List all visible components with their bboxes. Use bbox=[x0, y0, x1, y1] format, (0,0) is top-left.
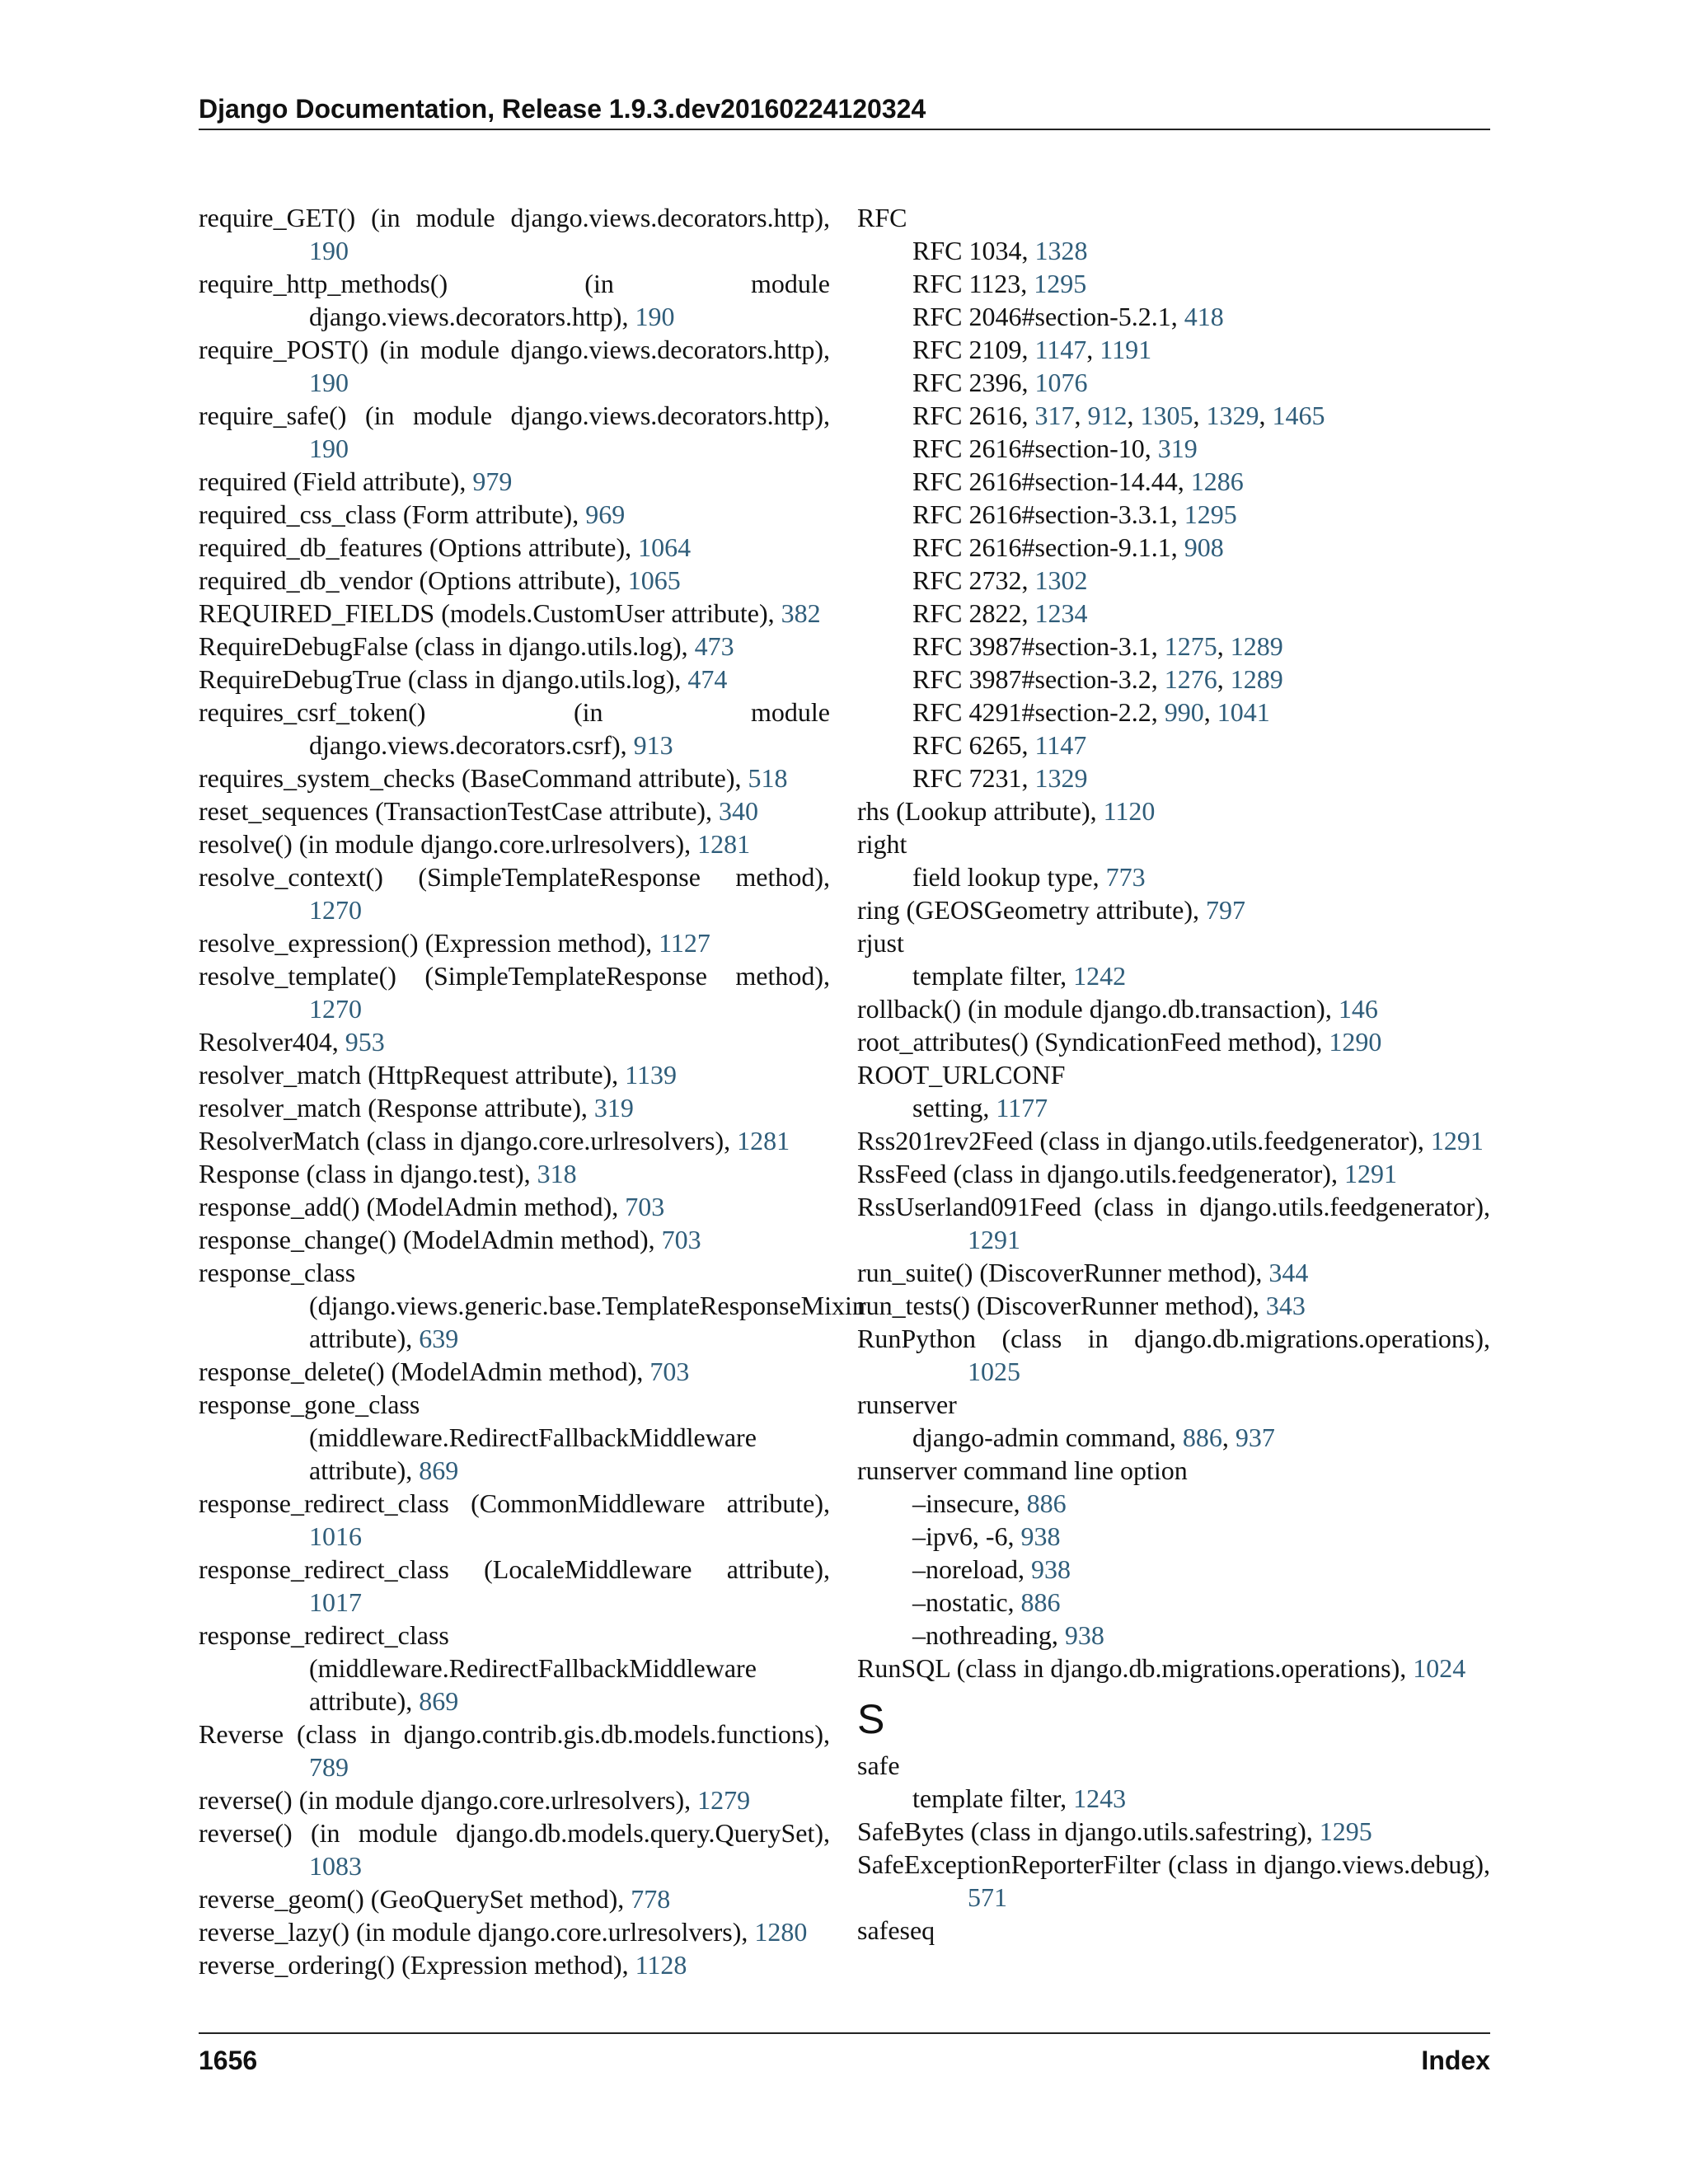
index-entry-text: resolve_context() (SimpleTemplateResponse method), bbox=[199, 862, 830, 892]
index-entry bbox=[199, 1223, 830, 1256]
index-entry-text: required_db_features (Options attribute), bbox=[199, 532, 639, 562]
page-link[interactable]: 319 bbox=[593, 1093, 634, 1122]
index-subentry bbox=[857, 564, 1490, 597]
page-link[interactable]: 703 bbox=[649, 1357, 690, 1386]
page-link[interactable]: 1329 bbox=[1206, 401, 1259, 430]
index-entry bbox=[199, 201, 830, 267]
index-entry-text: resolve_expression() (Expression method), bbox=[199, 928, 659, 958]
index-entry-text: Response (class in django.test), bbox=[199, 1159, 537, 1188]
page-link[interactable]: 1242 bbox=[1073, 961, 1127, 991]
index-entry-text: response_redirect_class (LocaleMiddleware attribute), bbox=[199, 1554, 830, 1584]
page-link[interactable]: 937 bbox=[1235, 1422, 1275, 1452]
page-link[interactable]: 1076 bbox=[1034, 368, 1088, 397]
index-entry bbox=[199, 1058, 830, 1091]
index-entry bbox=[199, 1718, 830, 1783]
page-link[interactable]: 1275 bbox=[1164, 631, 1217, 661]
index-entry-text: –insecure, bbox=[912, 1488, 1027, 1518]
index-entry bbox=[857, 1914, 1490, 1947]
index-entry bbox=[857, 794, 1490, 827]
index-entry-text: resolve_template() (SimpleTemplateResponse method), bbox=[199, 961, 830, 991]
page-link[interactable]: 1295 bbox=[1184, 499, 1237, 529]
page-link[interactable]: 869 bbox=[419, 1686, 459, 1716]
page-link[interactable]: 1065 bbox=[627, 565, 681, 595]
index-subentry bbox=[857, 465, 1490, 498]
index-entry-text: SafeExceptionReporterFilter (class in django.views.debug), bbox=[857, 1849, 1490, 1879]
index-entry-text: RFC 1034, bbox=[912, 236, 1035, 265]
header-rule bbox=[199, 129, 1490, 130]
index-entry bbox=[857, 1322, 1490, 1388]
index-entry bbox=[199, 1388, 830, 1487]
index-subentry: RFC 3987#section-3.1, 1275, 1289 bbox=[912, 631, 1283, 661]
page-link[interactable]: 869 bbox=[419, 1455, 459, 1485]
page-link[interactable]: 1025 bbox=[968, 1357, 1020, 1386]
index-entry bbox=[857, 893, 1490, 926]
index-entry bbox=[199, 630, 830, 663]
page-link[interactable]: 938 bbox=[1030, 1554, 1071, 1584]
page-link[interactable]: 979 bbox=[472, 466, 513, 496]
page-link[interactable]: 886 bbox=[1020, 1587, 1061, 1617]
index-entry-text: require_safe() (in module django.views.decorators.http), bbox=[199, 401, 830, 430]
page-link[interactable]: 703 bbox=[661, 1225, 701, 1254]
page-link[interactable]: 1276 bbox=[1164, 664, 1217, 694]
index-entry bbox=[857, 1454, 1490, 1487]
index-entry-text: rollback() (in module django.db.transaction), bbox=[857, 994, 1339, 1024]
page-link[interactable]: 938 bbox=[1064, 1620, 1104, 1650]
page-link[interactable]: 1243 bbox=[1073, 1783, 1127, 1813]
page-link[interactable]: 1290 bbox=[1329, 1027, 1382, 1057]
index-entry-text: safeseq bbox=[857, 1915, 935, 1945]
index-entry-text: require_http_methods() (in module django.views.decorators.http), bbox=[199, 269, 830, 331]
index-entry-text: root_attributes() (SyndicationFeed method), bbox=[857, 1027, 1329, 1057]
index-entry-text: RFC 2109, bbox=[912, 335, 1035, 364]
page-link[interactable]: 1279 bbox=[697, 1785, 751, 1815]
index-entry bbox=[199, 762, 830, 794]
index-entry-text: requires_system_checks (BaseCommand attribute), bbox=[199, 763, 748, 793]
page-link[interactable]: 938 bbox=[1020, 1521, 1061, 1551]
index-subentry bbox=[857, 531, 1490, 564]
index-entry-text: RunPython (class in django.db.migrations.operations), bbox=[857, 1324, 1490, 1353]
page-link[interactable]: 340 bbox=[719, 796, 759, 826]
index-entry-text: run_suite() (DiscoverRunner method), bbox=[857, 1258, 1269, 1287]
index-entry bbox=[857, 1025, 1490, 1058]
index-entry-text: RFC 2616#section-10, bbox=[912, 434, 1158, 463]
index-subentry bbox=[857, 267, 1490, 300]
index-subentry bbox=[857, 432, 1490, 465]
page-link[interactable]: 1281 bbox=[697, 829, 751, 859]
index-entry-text: RFC 4291#section-2.2, bbox=[912, 697, 1165, 727]
index-subentry bbox=[857, 729, 1490, 762]
index-entry bbox=[199, 794, 830, 827]
page-link[interactable]: 1083 bbox=[309, 1851, 362, 1881]
index-entry-text: –noreload, bbox=[912, 1554, 1031, 1584]
index-entry-text: rhs (Lookup attribute), bbox=[857, 796, 1104, 826]
index-entry-text: resolver_match (HttpRequest attribute), bbox=[199, 1060, 626, 1090]
index-entry-text: field lookup type, bbox=[912, 862, 1106, 892]
index-subentry bbox=[857, 1520, 1490, 1553]
page-link[interactable]: 1286 bbox=[1190, 466, 1244, 496]
index-entry-text: reverse_ordering() (Expression method), bbox=[199, 1950, 635, 1980]
index-entry bbox=[199, 498, 830, 531]
index-entry bbox=[199, 531, 830, 564]
index-entry bbox=[199, 333, 830, 399]
index-entry bbox=[199, 959, 830, 1025]
page-link[interactable]: 518 bbox=[748, 763, 788, 793]
page-link[interactable]: 1127 bbox=[659, 928, 710, 958]
index-entry-text: response_change() (ModelAdmin method), bbox=[199, 1225, 662, 1254]
index-subentry bbox=[857, 1091, 1490, 1124]
index-entry-text: response_add() (ModelAdmin method), bbox=[199, 1192, 626, 1221]
page-link[interactable]: 1270 bbox=[309, 994, 362, 1024]
index-entry-text: resolve() (in module django.core.urlresolvers), bbox=[199, 829, 698, 859]
index-entry-text: SafeBytes (class in django.utils.safestring), bbox=[857, 1816, 1320, 1846]
index-entry-text: requires_csrf_token() (in module django.views.decorators.csrf), bbox=[199, 697, 830, 760]
index-entry bbox=[199, 1882, 830, 1915]
page-link[interactable]: 1295 bbox=[1034, 269, 1087, 298]
index-entry-text: template filter, bbox=[912, 961, 1074, 991]
index-entry-text: –ipv6, -6, bbox=[912, 1521, 1021, 1551]
index-entry bbox=[857, 1256, 1490, 1289]
index-entry-text: ResolverMatch (class in django.core.urlresolvers), bbox=[199, 1126, 738, 1155]
index-entry-text: RFC 2616#section-3.3.1, bbox=[912, 499, 1184, 529]
index-entry-text: reset_sequences (TransactionTestCase attribute), bbox=[199, 796, 720, 826]
index-entry bbox=[199, 1553, 830, 1619]
index-entry bbox=[857, 1848, 1490, 1914]
index-entry-text: Resolver404, bbox=[199, 1027, 345, 1057]
index-entry bbox=[199, 1157, 830, 1190]
index-subentry bbox=[857, 234, 1490, 267]
index-entry-text: RFC bbox=[857, 203, 907, 232]
index-entry bbox=[199, 1091, 830, 1124]
page-link[interactable]: 190 bbox=[309, 368, 349, 397]
page-link[interactable]: 1305 bbox=[1140, 401, 1193, 430]
page-link[interactable]: 969 bbox=[585, 499, 626, 529]
index-entry-text: RssUserland091Feed (class in django.utils.feedgenerator), bbox=[857, 1192, 1490, 1221]
page-link[interactable]: 1328 bbox=[1034, 236, 1088, 265]
index-subentry bbox=[857, 597, 1490, 630]
index-subentry: django-admin command, 886, 937 bbox=[912, 1422, 1275, 1452]
index-entry bbox=[199, 597, 830, 630]
index-subentry bbox=[857, 762, 1490, 794]
index-entry-text: RssFeed (class in django.utils.feedgenerator), bbox=[857, 1159, 1344, 1188]
page-link[interactable]: 789 bbox=[309, 1752, 349, 1782]
index-entry bbox=[199, 267, 830, 333]
page-link[interactable]: 1289 bbox=[1230, 631, 1283, 661]
index-entry-text: RFC 2396, bbox=[912, 368, 1035, 397]
page-link[interactable]: 1465 bbox=[1272, 401, 1325, 430]
index-entry bbox=[857, 1190, 1490, 1256]
index-entry-text: RFC 2822, bbox=[912, 598, 1035, 628]
page-number: 1656 bbox=[199, 2046, 258, 2075]
index-entry-text: required_db_vendor (Options attribute), bbox=[199, 565, 628, 595]
index-entry-text: required_css_class (Form attribute), bbox=[199, 499, 586, 529]
page-link[interactable]: 1280 bbox=[754, 1917, 808, 1947]
index-entry-text: RFC 2046#section-5.2.1, bbox=[912, 302, 1184, 331]
page-link[interactable]: 1291 bbox=[968, 1225, 1020, 1254]
page-link[interactable]: 778 bbox=[631, 1884, 671, 1914]
page-link[interactable]: 886 bbox=[1182, 1422, 1222, 1452]
index-entry-text: reverse_geom() (GeoQuerySet method), bbox=[199, 1884, 631, 1914]
page-link[interactable]: 190 bbox=[309, 236, 349, 265]
page-link[interactable]: 913 bbox=[633, 730, 673, 760]
footer-rule bbox=[199, 2032, 1490, 2034]
index-entry-text: RFC 3987#section-3.1, bbox=[912, 631, 1165, 661]
index-entry-text: RFC 3987#section-3.2, bbox=[912, 664, 1165, 694]
index-entry-text: RFC 2616#section-14.44, bbox=[912, 466, 1191, 496]
index-entry-text: RunSQL (class in django.db.migrations.operations), bbox=[857, 1653, 1414, 1683]
page-header: Django Documentation, Release 1.9.3.dev20160224120324 bbox=[199, 94, 926, 124]
index-entry bbox=[857, 827, 1490, 860]
page-link[interactable]: 1329 bbox=[1034, 763, 1088, 793]
page-link[interactable]: 1281 bbox=[737, 1126, 790, 1155]
index-entry bbox=[199, 1948, 830, 1981]
page-link[interactable]: 1024 bbox=[1413, 1653, 1466, 1683]
page-link[interactable]: 1291 bbox=[1343, 1159, 1397, 1188]
index-entry bbox=[857, 1388, 1490, 1421]
page-link[interactable]: 1177 bbox=[996, 1093, 1048, 1122]
page-link[interactable]: 418 bbox=[1184, 302, 1224, 331]
index-entry bbox=[199, 564, 830, 597]
index-entry-text: response_gone_class (middleware.RedirectFallbackMiddleware attribute), bbox=[199, 1390, 757, 1485]
page-link[interactable]: 773 bbox=[1105, 862, 1146, 892]
page-link[interactable]: 912 bbox=[1087, 401, 1128, 430]
page-link[interactable]: 1289 bbox=[1230, 664, 1283, 694]
index-entry-text: RFC 7231, bbox=[912, 763, 1035, 793]
page-link[interactable]: 1041 bbox=[1217, 697, 1270, 727]
index-entry-text: RequireDebugTrue (class in django.utils.log), bbox=[199, 664, 688, 694]
index-subentry bbox=[857, 1782, 1490, 1815]
index-entry-text: REQUIRED_FIELDS (models.CustomUser attribute), bbox=[199, 598, 781, 628]
page-link[interactable]: 703 bbox=[625, 1192, 665, 1221]
index-subentry: RFC 2109, 1147, 1191 bbox=[912, 335, 1152, 364]
page-link[interactable]: 908 bbox=[1184, 532, 1224, 562]
index-entry-text: right bbox=[857, 829, 907, 859]
index-entry-text: template filter, bbox=[912, 1783, 1074, 1813]
index-subentry bbox=[857, 1586, 1490, 1619]
page-link[interactable]: 1139 bbox=[625, 1060, 677, 1090]
page-link[interactable]: 317 bbox=[1034, 401, 1075, 430]
index-entry-text: resolver_match (Response attribute), bbox=[199, 1093, 594, 1122]
page-link[interactable]: 1120 bbox=[1103, 796, 1156, 826]
index-subentry bbox=[857, 1487, 1490, 1520]
page-link[interactable]: 1064 bbox=[638, 532, 692, 562]
page-link[interactable]: 1147 bbox=[1034, 730, 1087, 760]
page-link[interactable]: 319 bbox=[1157, 434, 1198, 463]
index-entry-text: RFC 2616#section-9.1.1, bbox=[912, 532, 1184, 562]
page-link[interactable]: 886 bbox=[1026, 1488, 1067, 1518]
index-entry bbox=[857, 1289, 1490, 1322]
index-entry bbox=[199, 399, 830, 465]
index-entry-text: require_POST() (in module django.views.decorators.http), bbox=[199, 335, 830, 364]
index-entry-text: Reverse (class in django.contrib.gis.db.models.functions), bbox=[199, 1719, 830, 1749]
page-link[interactable]: 473 bbox=[694, 631, 734, 661]
index-entry-text: ring (GEOSGeometry attribute), bbox=[857, 895, 1206, 925]
index-entry-text: response_delete() (ModelAdmin method), bbox=[199, 1357, 650, 1386]
index-subentry bbox=[857, 1553, 1490, 1586]
index-entry bbox=[199, 1487, 830, 1553]
index-column-left bbox=[199, 201, 865, 1981]
index-subentry: RFC 3987#section-3.2, 1276, 1289 bbox=[912, 664, 1283, 694]
index-entry-text: setting, bbox=[912, 1093, 996, 1122]
index-subentry bbox=[857, 300, 1490, 333]
index-entry-text: reverse() (in module django.core.urlresolvers), bbox=[199, 1785, 698, 1815]
index-letter-heading: S bbox=[857, 1696, 885, 1742]
page-link[interactable]: 1234 bbox=[1034, 598, 1088, 628]
index-entry bbox=[199, 1190, 830, 1223]
index-entry bbox=[199, 1619, 830, 1718]
page-link[interactable]: 474 bbox=[687, 664, 728, 694]
index-entry-text: reverse_lazy() (in module django.core.urlresolvers), bbox=[199, 1917, 755, 1947]
index-entry bbox=[199, 1816, 830, 1882]
index-subentry bbox=[857, 959, 1490, 992]
index-entry-text: reverse() (in module django.db.models.query.QuerySet), bbox=[199, 1818, 830, 1848]
index-entry-text: runserver command line option bbox=[857, 1455, 1188, 1485]
index-entry bbox=[199, 1783, 830, 1816]
page-link[interactable]: 1191 bbox=[1100, 335, 1152, 364]
index-entry bbox=[857, 926, 1490, 959]
index-entry bbox=[199, 926, 830, 959]
page-link[interactable]: 639 bbox=[419, 1324, 459, 1353]
page-link[interactable]: 1128 bbox=[635, 1950, 687, 1980]
index-entry-text: –nothreading, bbox=[912, 1620, 1065, 1650]
index-entry bbox=[199, 465, 830, 498]
index-entry-text: response_redirect_class (middleware.RedirectFallbackMiddleware attribute), bbox=[199, 1620, 757, 1716]
index-entry-text: runserver bbox=[857, 1390, 957, 1419]
index-subentry bbox=[857, 366, 1490, 399]
index-entry-text: run_tests() (DiscoverRunner method), bbox=[857, 1291, 1266, 1320]
index-entry bbox=[857, 1157, 1490, 1190]
page-link[interactable]: 190 bbox=[635, 302, 675, 331]
index-entry-text: Rss201rev2Feed (class in django.utils.feedgenerator), bbox=[857, 1126, 1431, 1155]
index-entry bbox=[857, 1124, 1490, 1157]
index-entry bbox=[857, 1652, 1490, 1685]
page-link[interactable]: 344 bbox=[1268, 1258, 1309, 1287]
page-link[interactable]: 1017 bbox=[309, 1587, 362, 1617]
index-entry bbox=[199, 696, 830, 762]
page-link[interactable]: 382 bbox=[781, 598, 821, 628]
index-entry-text: required (Field attribute), bbox=[199, 466, 473, 496]
page-link[interactable]: 190 bbox=[309, 434, 349, 463]
page-link[interactable]: 571 bbox=[968, 1882, 1007, 1912]
index-entry-text: safe bbox=[857, 1750, 900, 1780]
index-entry bbox=[199, 1256, 865, 1355]
index-entry-text: django-admin command, bbox=[912, 1422, 1183, 1452]
index-entry bbox=[857, 992, 1490, 1025]
index-entry bbox=[199, 663, 830, 696]
index-column-right bbox=[857, 201, 1490, 1947]
index-entry bbox=[199, 1124, 830, 1157]
page-link[interactable]: 343 bbox=[1265, 1291, 1306, 1320]
page-link[interactable]: 146 bbox=[1338, 994, 1378, 1024]
page-link[interactable]: 797 bbox=[1206, 895, 1245, 925]
index-entry-text: response_redirect_class (CommonMiddleware attribute), bbox=[199, 1488, 830, 1518]
footer-section: Index bbox=[1421, 2046, 1490, 2075]
index-entry-text: RFC 6265, bbox=[912, 730, 1035, 760]
page-link[interactable]: 1147 bbox=[1034, 335, 1087, 364]
index-entry-text: RFC 2732, bbox=[912, 565, 1035, 595]
index-entry-text: RFC 1123, bbox=[912, 269, 1034, 298]
index-subentry: RFC 4291#section-2.2, 990, 1041 bbox=[912, 697, 1270, 727]
index-entry bbox=[199, 860, 830, 926]
index-entry bbox=[199, 1025, 830, 1058]
index-entry-text: –nostatic, bbox=[912, 1587, 1021, 1617]
index-entry bbox=[857, 201, 1490, 234]
index-entry bbox=[199, 827, 830, 860]
index-subentry bbox=[857, 860, 1490, 893]
page-link[interactable]: 953 bbox=[345, 1027, 385, 1057]
index-entry bbox=[199, 1915, 830, 1948]
index-entry bbox=[199, 1355, 830, 1388]
index-subentry bbox=[857, 498, 1490, 531]
index-entry bbox=[857, 1815, 1490, 1848]
page-link[interactable]: 318 bbox=[537, 1159, 577, 1188]
index-subentry: RFC 2616, 317, 912, 1305, 1329, 1465 bbox=[912, 401, 1325, 430]
index-entry-text: rjust bbox=[857, 928, 904, 958]
index-entry bbox=[857, 1749, 1490, 1782]
index-entry-text: RequireDebugFalse (class in django.utils.log), bbox=[199, 631, 695, 661]
page-link[interactable]: 990 bbox=[1164, 697, 1204, 727]
index-entry-text: RFC 2616, bbox=[912, 401, 1035, 430]
index-entry-text: response_class (django.views.generic.base.TemplateResponseMixin attribute), bbox=[199, 1258, 865, 1353]
page-link[interactable]: 1291 bbox=[1430, 1126, 1484, 1155]
index-entry-text: require_GET() (in module django.views.decorators.http), bbox=[199, 203, 830, 232]
page-link[interactable]: 1270 bbox=[309, 895, 362, 925]
page-link[interactable]: 1295 bbox=[1319, 1816, 1372, 1846]
page-link[interactable]: 1302 bbox=[1034, 565, 1088, 595]
page-link[interactable]: 1016 bbox=[309, 1521, 362, 1551]
index-entry-text: ROOT_URLCONF bbox=[857, 1060, 1066, 1090]
index-subentry bbox=[857, 1619, 1490, 1652]
index-entry bbox=[857, 1058, 1490, 1091]
